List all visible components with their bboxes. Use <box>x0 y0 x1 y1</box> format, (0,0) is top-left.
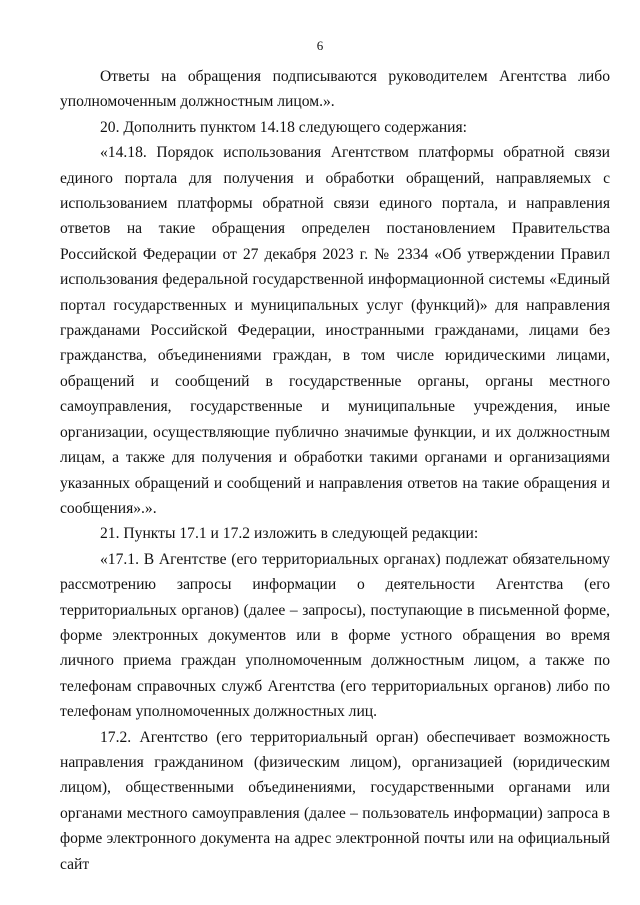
paragraph-14-18: «14.18. Порядок использования Агентством платформы обратной связи единого портала для получения и обработки обращений, направляемых с использованием платформы обратной связи единого портала, и направления ответов на такие обращения определен постановлением Правительства Российской Федерации от 27 декабря 2023 г. № 2334 «Об утверждении Правил использования федеральной государственной информационной системы «Единый портал государственных и муниципальных услуг (функций)» для направления гражданами Российской Федерации, иностранными гражданами, лицами без гражданства, объединениями граждан, в том числе юридическими лицами, обращений и сообщений в государственные органы, органы местного самоуправления, государственные и муниципальные учреждения, иные организации, осуществляющие публично значимые функции, и их должностным лицам, а также для получения и обработки такими органами и организациями указанных обращений и сообщений и направления ответов на такие обращения и сообщения».». <box>60 144 610 517</box>
paragraph-answers-signed: Ответы на обращения подписываются руководителем Агентства либо уполномоченным должностным лицом.». <box>60 68 610 111</box>
paragraph-17-2: 17.2. Агентство (его территориальный орган) обеспечивает возможность направления гражданином (физическим лицом), организацией (юридическим лицом), общественными объединениями, государственными органами или органами местного самоуправления (далее – пользователь информации) запроса в форме электронного документа на адрес электронной почты или на официальный сайт <box>60 728 610 873</box>
page-number: 6 <box>316 38 324 53</box>
document-body <box>60 64 610 877</box>
paragraph-item-21: 21. Пункты 17.1 и 17.2 изложить в следующей редакции: <box>100 525 479 543</box>
paragraph-item-20: 20. Дополнить пунктом 14.18 следующего содержания: <box>100 118 468 136</box>
paragraph-17-1: «17.1. В Агентстве (его территориальных органах) подлежат обязательному рассмотрению запросы информации о деятельности Агентства (его территориальных органов) (далее – запросы), поступающие в письменной форме, форме электронных документов или в форме устного обращения во время личного приема граждан уполномоченным должностным лицом, а также по телефонам справочных служб Агентства (его территориальных органов) либо по телефонам уполномоченных должностных лиц. <box>60 550 610 721</box>
